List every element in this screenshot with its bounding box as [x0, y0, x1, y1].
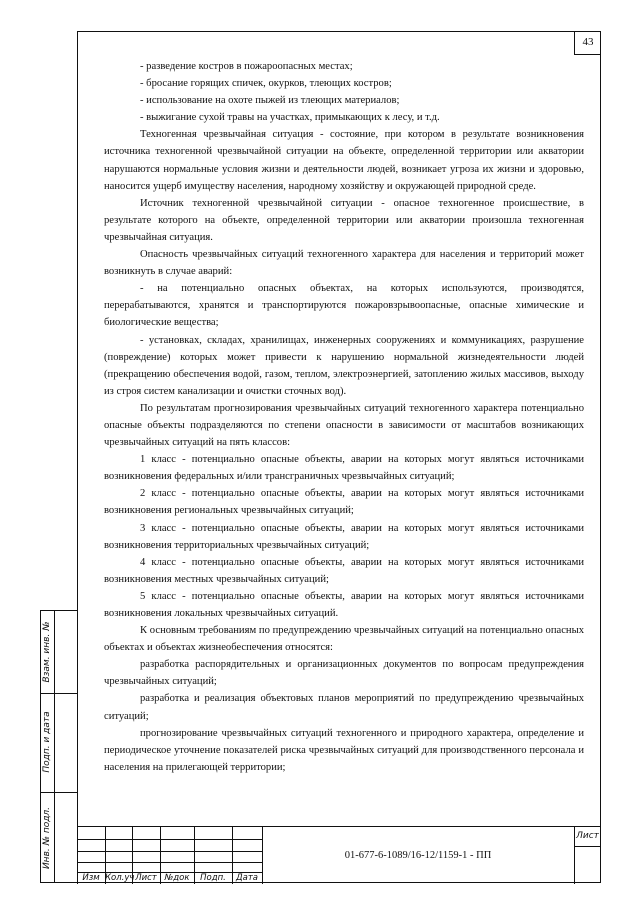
paragraph: 5 класс - потенциально опасные объекты, аварии на которых могут являться источниками возникновения локальных чрезвычайных ситуаций. [104, 590, 584, 619]
paragraph: - установках, складах, хранилищах, инженерных сооружениях и коммуникациях, разрушение (повреждение) которых может привести к нарушению нормальной жизнедеятельности людей (прекращению обеспечения водой, газом, теплом, электроэнергией, затоплению жилых массивов, выходу из строя систем канализации и очистки сточных вод). [104, 334, 584, 397]
sheet-label: Лист [574, 827, 601, 847]
margin-label-original-inventory: Инв. № подл. [42, 806, 52, 870]
paragraph: Техногенная чрезвычайная ситуация - состояние, при котором в результате возникновения источника техногенной чрезвычайной ситуации на объекте, определенной территории или акватории нарушаются нормальные условия жизни и деятельности людей, возникает угроза их жизни и здоровью, наносится ущерб имуществу населения, народному хозяйству и окружающей природной среде. [104, 129, 584, 192]
stamp-header-change: Изм [82, 873, 100, 883]
paragraph: разработка и реализация объектовых планов мероприятий по предупреждению чрезвычайных ситуаций; [104, 693, 584, 722]
paragraph: К основным требованиям по предупреждению чрезвычайных ситуаций на потенциально опасных объектах и объектах жизнеобеспечения относятся: [104, 625, 584, 654]
document-code: 01-677-6-1089/16-12/1159-1 - ПП [344, 850, 492, 861]
paragraph: Опасность чрезвычайных ситуаций техногенного характера для населения и территорий может возникнуть в случае аварий: [104, 249, 584, 278]
paragraph: 2 класс - потенциально опасные объекты, аварии на которых могут являться источниками возникновения региональных чрезвычайных ситуаций; [104, 488, 584, 517]
paragraph: разработка распорядительных и организационных документов по вопросам предупреждения чрезвычайных ситуаций; [104, 659, 584, 688]
margin-label-replacement-inventory: Взам. инв. № [42, 621, 52, 683]
paragraph: 4 класс - потенциально опасные объекты, аварии на которых могут являться источниками возникновения местных чрезвычайных ситуаций; [104, 556, 584, 585]
stamp-header-count: Кол.уч [105, 873, 135, 883]
stamp-header-date: Дата [235, 873, 258, 883]
page-number: 43 [574, 31, 601, 55]
stamp-header-doc-number: №док [164, 873, 190, 883]
paragraph: 1 класс - потенциально опасные объекты, аварии на которых могут являться источниками возникновения федеральных и/или трансграничных чрезвычайных ситуаций; [104, 454, 584, 483]
title-block [77, 826, 601, 883]
paragraph: - на потенциально опасных объектах, на которых используются, производятся, перерабатываются, хранятся и транспортируются пожаровзрывоопасные, опасные химические и биологические вещества; [104, 283, 584, 329]
paragraph: 3 класс - потенциально опасные объекты, аварии на которых могут являться источниками возникновения территориальных чрезвычайных ситуаций; [104, 522, 584, 551]
paragraph: - выжигание сухой травы на участках, примыкающих к лесу, и т.д. [140, 112, 440, 124]
paragraph: - бросание горящих спичек, окурков, тлеющих костров; [140, 78, 392, 90]
paragraph: Источник техногенной чрезвычайной ситуации - опасное техногенное происшествие, в результате которого на объекте, определенной территории или акватории произошла техногенная чрезвычайная ситуация. [104, 197, 584, 243]
margin-label-signature-date: Подп. и дата [42, 711, 52, 773]
paragraph: прогнозирование чрезвычайных ситуаций техногенного и природного характера, определение и периодическое уточнение показателей риска чрезвычайных ситуаций для производственного персонала и населения на прилегающей территории; [104, 727, 584, 773]
paragraph: - использование на охоте пыжей из тлеющих материалов; [140, 95, 400, 107]
paragraph: По результатам прогнозирования чрезвычайных ситуаций техногенного характера потенциально опасные объекты подразделяются по степени опасности в зависимости от масштабов возникающих чрезвычайных ситуаций на пять классов: [104, 402, 584, 449]
margin-strip [40, 610, 77, 883]
stamp-header-signature: Подп. [200, 873, 226, 883]
paragraph: - разведение костров в пожароопасных местах; [140, 61, 353, 72]
stamp-header-sheet: Лист [135, 873, 157, 883]
document-body [104, 58, 584, 776]
